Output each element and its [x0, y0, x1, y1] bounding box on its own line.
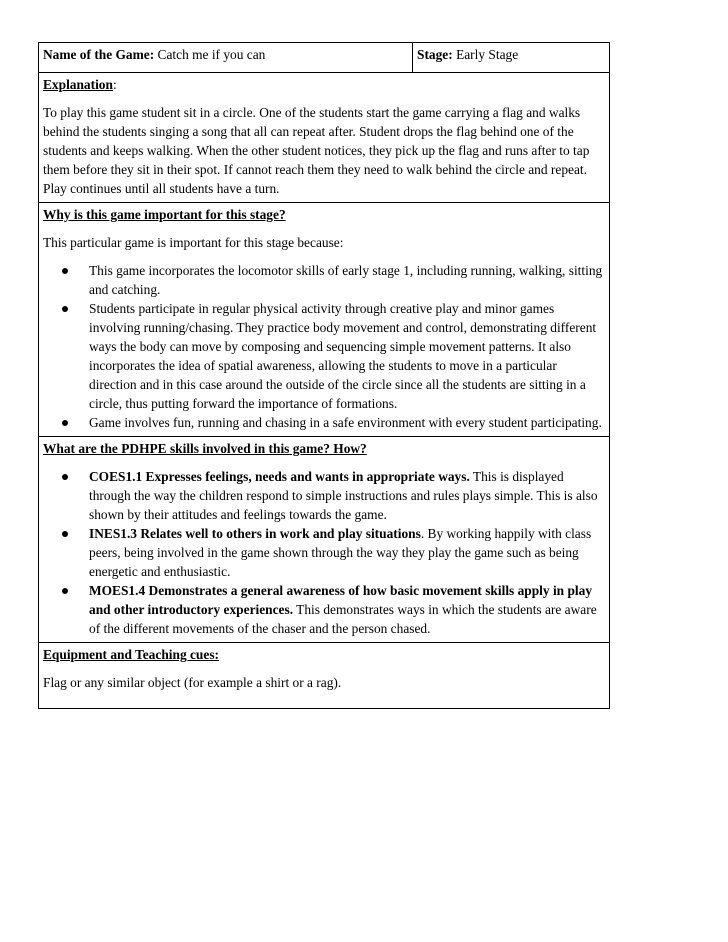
bullet-icon	[62, 474, 68, 480]
explanation-text: To play this game student sit in a circle. One of the students start the game carrying a flag and walks behind the students singing a song that all can repeat after. Student drops the flag behind one of the students and keeps walking. When the other student notices, they pick up the flag and runs after to tap them before they sit in their spot. If cannot reach them they need to walk behind the circle and repeat. Play continues until all students have a turn.	[43, 105, 590, 196]
game-name-cell	[39, 43, 413, 73]
equipment-text: Flag or any similar object (for example a shirt or a rag).	[43, 675, 342, 690]
bullet-icon	[62, 531, 68, 537]
list-item: Game involves fun, running and chasing in a safe environment with every student participating.	[43, 413, 605, 432]
equipment-heading: Equipment and Teaching cues:	[43, 647, 219, 662]
lesson-plan-table	[38, 42, 610, 709]
explanation-row	[39, 73, 610, 203]
game-name-label: Name of the Game:	[43, 47, 155, 62]
bullet-icon	[62, 268, 68, 274]
skills-list	[43, 467, 605, 638]
list-item: INES1.3 Relates well to others in work and play situations. By working happily with class peers, being involved in the game shown through the way they play the game such as being energetic and enthusiastic.	[43, 524, 605, 581]
importance-list	[43, 261, 605, 432]
skills-heading: What are the PDHPE skills involved in this game? How?	[43, 441, 367, 456]
list-item: Students participate in regular physical activity through creative play and minor games involving running/chasing. They practice body movement and control, demonstrating different ways the body can move by composing and sequencing simple movement patterns. It also incorporates the idea of spatial awareness, allowing the students to move in a particular direction and in this case around the outside of the circle since all the students are sitting in a circle, thus putting forward the importance of formations.	[43, 299, 605, 413]
skills-row	[39, 437, 610, 643]
game-name-value: Catch me if you can	[157, 47, 266, 62]
bullet-icon	[62, 588, 68, 594]
equipment-cell	[39, 643, 610, 709]
list-item: MOES1.4 Demonstrates a general awareness of how basic movement skills apply in play and other introductory experiences. This demonstrates ways in which the students are aware of the different movements of the chaser and the person chased.	[43, 581, 605, 638]
skills-cell	[39, 437, 610, 643]
list-item: This game incorporates the locomotor skills of early stage 1, including running, walking, sitting and catching.	[43, 261, 605, 299]
stage-value: Early Stage	[456, 47, 519, 62]
importance-cell	[39, 203, 610, 437]
explanation-cell	[39, 73, 610, 203]
explanation-colon: :	[112, 77, 117, 92]
list-item: COES1.1 Expresses feelings, needs and wants in appropriate ways. This is displayed through the way the children respond to simple instructions and rules plays simple. This is also shown by their attitudes and feelings towards the game.	[43, 467, 605, 524]
stage-cell	[413, 43, 610, 73]
explanation-heading: Explanation	[43, 77, 113, 92]
bullet-icon	[62, 306, 68, 312]
importance-heading: Why is this game important for this stage?	[43, 207, 286, 222]
equipment-row	[39, 643, 610, 709]
importance-intro: This particular game is important for this stage because:	[43, 235, 344, 250]
bullet-icon	[62, 420, 68, 426]
importance-row	[39, 203, 610, 437]
header-row	[39, 43, 610, 73]
stage-label: Stage:	[417, 47, 453, 62]
